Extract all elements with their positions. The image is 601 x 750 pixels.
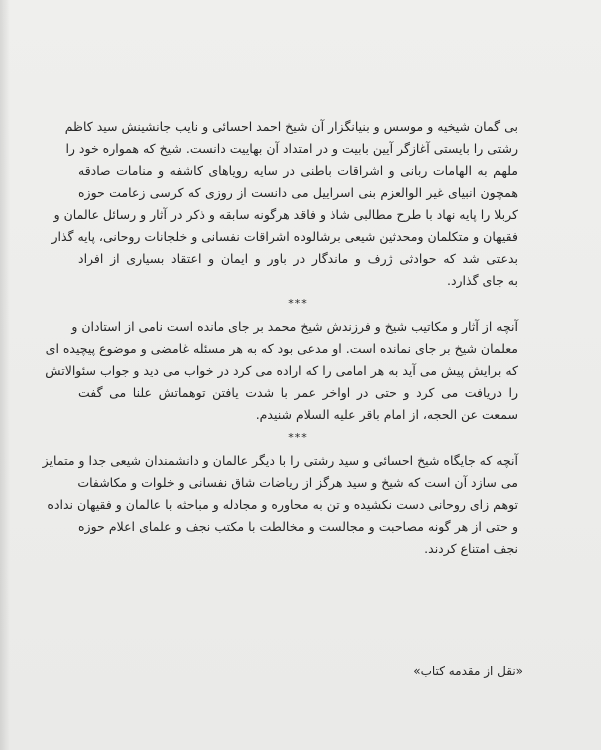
text-line: ملهم به الهامات ربانی و اشراقات باطنی در سایه رویاهای کاشفه و منامات صادقه <box>78 163 518 178</box>
text-line: توهم زای روحانی دست نکشیده و تن به محاوره و مجادله و مباحثه با عالمان و فقیهان نداده <box>47 497 518 512</box>
separator: *** <box>288 297 308 310</box>
text-line: فقیهان و متکلمان ومحدثین شیعی برشالوده اشراقات نفسانی و خلجانات روحانی، پایه گذار <box>51 229 518 244</box>
text-line: معلمان شیخ بر جای نمانده است. او مدعی بود که به هر مسئله غامضی و موضوع پیچیده ای <box>45 341 518 356</box>
paragraph-2 <box>45 316 518 426</box>
text-line: سمعت عن الحجه، از امام باقر علیه السلام شنیدم. <box>255 407 518 422</box>
paragraph-3 <box>42 450 518 560</box>
text-line: همچون انبیای غیر الوالعزم بنی اسراییل می دانست از روزی که کرسی زعامت حوزه <box>78 185 518 200</box>
spine-shadow <box>0 0 10 750</box>
text-line: را دریافت می کرد و حتی در اواخر عمر با شدت یافتن توهماتش علنا می گفت <box>78 385 518 400</box>
text-line: آنچه که جایگاه شیخ احسائی و سید رشتی را با دیگر عالمان و دانشمندان شیعی جدا و متمایز <box>42 453 518 468</box>
separator: *** <box>288 431 308 444</box>
text-line: می سازد آن است که شیخ و سید هرگز از ریاضات شاق نفسانی و خلوات و مکاشفات <box>77 475 518 490</box>
text-line: نجف امتناع کردند. <box>424 541 518 556</box>
text-line: آنچه از آثار و مکاتیب شیخ و فرزندش شیخ محمد بر جای مانده است نامی از استادان و <box>71 319 518 334</box>
text-line: رشتی را بایستی آغازگر آیین بابیت و در امتداد آن بهاییت دانست. شیخ که همواره خود را <box>65 141 518 156</box>
body-text <box>42 116 518 560</box>
text-line: کربلا را پایه نهاد با طرح مطالبی شاذ و فاقد هرگونه سابقه و ذکر در آثار و رسائل عالمان و <box>53 207 518 222</box>
text-line: به جای گذارد. <box>446 273 518 288</box>
text-line: که برایش پیش می آید به هر امامی را که اراده می کرد در خواب می دید و جواب سئوالاتش <box>45 363 518 378</box>
text-line: بی گمان شیخیه و موسس و بنیانگزار آن شیخ احمد احسائی و نایب جانشینش سید کاظم <box>64 119 518 134</box>
source-note: «نقل از مقدمه کتاب» <box>413 664 523 678</box>
text-line: و حتی از هر گونه مصاحبت و مجالست و مخالطت با مکتب نجف و علمای اعلام حوزه <box>78 519 518 534</box>
text-line: بدعتی شد که حوادثی ژرف و ماندگار در باور و ایمان و اعتقاد بسیاری از افراد <box>78 251 518 266</box>
paragraph-1 <box>51 116 518 292</box>
